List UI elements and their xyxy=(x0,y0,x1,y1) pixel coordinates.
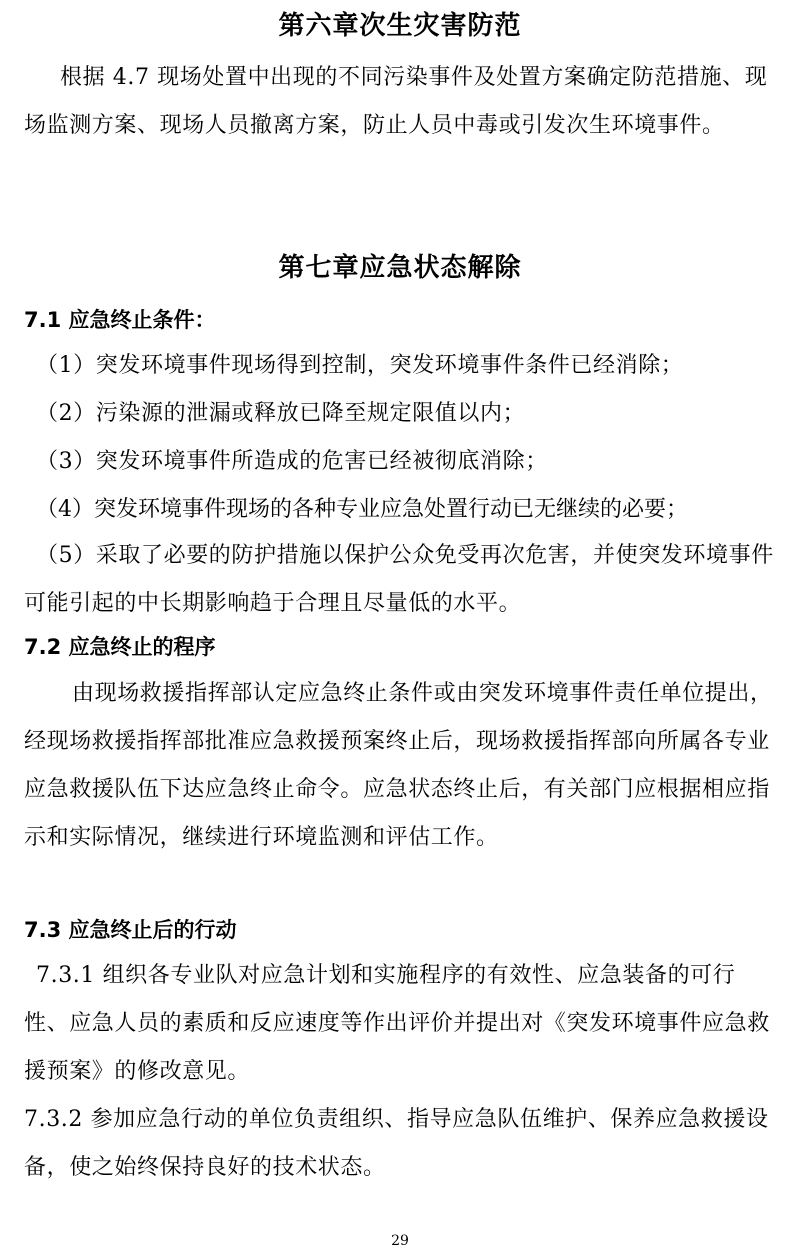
post-termination-item-2: 7.3.2 参加应急行动的单位负责组织、指导应急队伍维护、保养应急救援设备，使之始终保持良好的技术状态。 xyxy=(24,1107,769,1180)
termination-procedure-paragraph: 由现场救援指挥部认定应急终止条件或由突发环境事件责任单位提出，经现场救援指挥部批准应急救援预案终止后，现场救援指挥部向所属各专业应急救援队伍下达应急终止命令。应急状态终止后，有关部门应根据相应指示和实际情况，继续进行环境监测和评估工作。 xyxy=(24,681,773,850)
section-7-3-heading: 7.3 应急终止后的行动 xyxy=(24,918,237,942)
condition-item-2: （2）污染源的泄漏或释放已降至规定限值以内； xyxy=(36,401,526,426)
section-7-1-heading: 7.1 应急终止条件： xyxy=(24,308,216,332)
condition-item-1: （1）突发环境事件现场得到控制，突发环境事件条件已经消除； xyxy=(36,353,684,378)
chapter6-paragraph: 根据 4.7 现场处置中出现的不同污染事件及处置方案确定防范措施、现场监测方案、现场人员撤离方案，防止人员中毒或引发次生环境事件。 xyxy=(24,65,768,138)
post-termination-item-1: 7.3.1 组织各专业队对应急计划和实施程序的有效性、应急装备的可行性、应急人员的素质和反应速度等作出评价并提出对《突发环境事件应急救援预案》的修改意见。 xyxy=(24,963,770,1084)
chapter7-title: 第七章应急状态解除 xyxy=(278,253,522,283)
condition-item-5: （5）采取了必要的防护措施以保护公众免受再次危害，并使突发环境事件可能引起的中长期影响趋于合理且尽量低的水平。 xyxy=(24,543,774,616)
condition-item-4: （4）突发环境事件现场的各种专业应急处置行动已无继续的必要； xyxy=(36,497,688,522)
chapter6-title: 第六章次生灾害防范 xyxy=(278,11,522,41)
page-number: 29 xyxy=(391,1233,409,1249)
condition-item-3: （3）突发环境事件所造成的危害已经被彻底消除； xyxy=(36,449,548,474)
section-7-2-heading: 7.2 应急终止的程序 xyxy=(24,635,216,659)
